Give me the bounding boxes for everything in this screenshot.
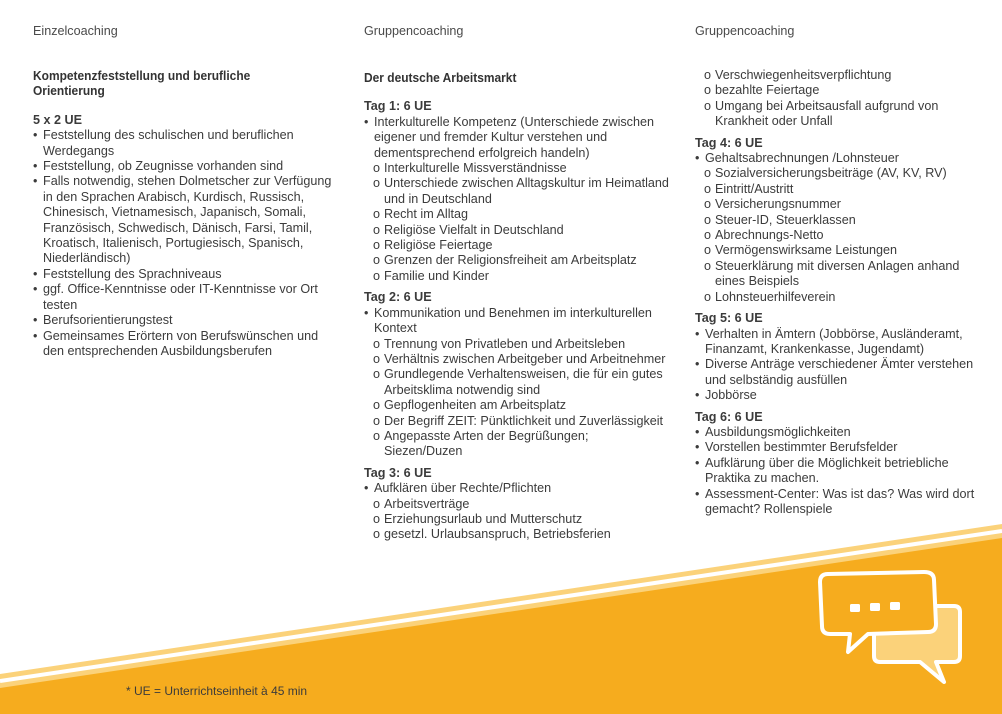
- day-label: Tag 2: 6 UE: [364, 290, 432, 305]
- list-item: • Gehaltsabrechnungen /Lohnsteuer: [695, 151, 985, 166]
- day-label: Tag 3: 6 UE: [364, 465, 432, 480]
- sub-item: o Grundlegende Verhaltensweisen, die für ein gutes Arbeitsklima notwendig sind: [364, 367, 669, 398]
- day-1-list: [364, 115, 669, 284]
- section-title: Der deutsche Arbeitsmarkt: [364, 70, 517, 85]
- sub-item: o Erziehungsurlaub und Mutterschutz: [364, 512, 669, 527]
- sub-item: o Recht im Alltag: [364, 207, 669, 222]
- list-item: • ggf. Office-Kenntnisse oder IT-Kenntnisse vor Ort testen: [33, 282, 333, 313]
- day-5-list: [695, 327, 985, 404]
- sub-item: o Lohnsteuerhilfeverein: [695, 290, 985, 305]
- list-item: • Jobbörse: [695, 388, 985, 403]
- header-gruppencoaching-2: Gruppencoaching: [695, 24, 795, 38]
- day-label: Tag 6: 6 UE: [695, 409, 763, 424]
- sub-item: o gesetzl. Urlaubsanspruch, Betriebsferien: [364, 527, 669, 542]
- list-item: • Interkulturelle Kompetenz (Unterschiede zwischen eigener und fremder Kultur verstehen und dementsprechend erfolgreich handeln): [364, 115, 669, 161]
- list-item: • Feststellung des schulischen und beruflichen Werdegangs: [33, 128, 333, 159]
- sub-item: o bezahlte Feiertage: [695, 83, 985, 98]
- column-arbeitsmarkt: [364, 70, 669, 543]
- footnote: * UE = Unterrichtseinheit à 45 min: [126, 684, 308, 698]
- list-item: • Aufklärung über die Möglichkeit betriebliche Praktika zu machen.: [695, 456, 985, 487]
- day-2-list: [364, 306, 669, 460]
- chat-bubbles-icon: [812, 566, 972, 688]
- competence-list: [33, 128, 333, 359]
- day-6-list: [695, 425, 985, 517]
- list-item: • Gemeinsames Erörtern von Berufswünschen und den entsprechenden Ausbildungsberufen: [33, 329, 333, 360]
- sub-item: o Steuer-ID, Steuerklassen: [695, 213, 985, 228]
- sub-item: o Versicherungsnummer: [695, 197, 985, 212]
- sub-item: o Sozialversicherungsbeiträge (AV, KV, RV): [695, 166, 985, 181]
- sub-item: o Eintritt/Austritt: [695, 182, 985, 197]
- list-item: • Aufklären über Rechte/Pflichten: [364, 481, 669, 496]
- sub-item: o Gepflogenheiten am Arbeitsplatz: [364, 398, 669, 413]
- day-label: Tag 1: 6 UE: [364, 99, 432, 114]
- sub-item: o Angepasste Arten der Begrüßungen; Siezen/Duzen: [364, 429, 669, 460]
- day-4-list: [695, 151, 985, 305]
- sub-item: o Vermögenswirksame Leistungen: [695, 243, 985, 258]
- list-item: • Falls notwendig, stehen Dolmetscher zur Verfügung in den Sprachen Arabisch, Kurdisch, Russisch, Chinesisch, Vietnamesisch, Japanisch, Somali, Französisch, Schwedisch, Dänisch, Farsi, Tamil, Kroatisch, Italienisch, Portugiesisch, Spanisch, Niederländisch): [33, 174, 333, 266]
- list-item: • Vorstellen bestimmter Berufsfelder: [695, 440, 985, 455]
- sub-item: o Arbeitsverträge: [364, 497, 669, 512]
- sub-item: o Verhältnis zwischen Arbeitgeber und Arbeitnehmer: [364, 352, 669, 367]
- sub-item: o Religiöse Vielfalt in Deutschland: [364, 223, 669, 238]
- sub-item: o Umgang bei Arbeitsausfall aufgrund von Krankheit oder Unfall: [695, 99, 985, 130]
- day-label: Tag 4: 6 UE: [695, 135, 763, 150]
- sub-item: o Unterschiede zwischen Alltagskultur im Heimatland und in Deutschland: [364, 176, 669, 207]
- list-item: • Feststellung, ob Zeugnisse vorhanden sind: [33, 159, 333, 174]
- sub-item: o Trennung von Privatleben und Arbeitsleben: [364, 337, 669, 352]
- units-label: 5 x 2 UE: [33, 112, 83, 127]
- list-item: • Assessment-Center: Was ist das? Was wird dort gemacht? Rollenspiele: [695, 487, 985, 518]
- sub-item: o Abrechnungs-Netto: [695, 228, 985, 243]
- sub-item: o Verschwiegenheitsverpflichtung: [695, 68, 985, 83]
- header-gruppencoaching-1: Gruppencoaching: [364, 24, 464, 38]
- list-item: • Berufsorientierungstest: [33, 313, 333, 328]
- header-einzelcoaching: Einzelcoaching: [33, 24, 118, 38]
- day-label: Tag 5: 6 UE: [695, 311, 763, 326]
- list-item: • Diverse Anträge verschiedener Ämter verstehen und selbständig ausfüllen: [695, 357, 985, 388]
- list-item: • Feststellung des Sprachniveaus: [33, 267, 333, 282]
- sub-item: o Familie und Kinder: [364, 269, 669, 284]
- list-item: • Ausbildungsmöglichkeiten: [695, 425, 985, 440]
- sub-item: o Steuerklärung mit diversen Anlagen anhand eines Beispiels: [695, 259, 985, 290]
- section-title: Kompetenzfeststellung und berufliche Orientierung: [33, 68, 251, 99]
- list-item: • Kommunikation und Benehmen im interkulturellen Kontext: [364, 306, 669, 337]
- list-item: • Verhalten in Ämtern (Jobbörse, Ausländeramt, Finanzamt, Krankenkasse, Jugendamt): [695, 327, 985, 358]
- column-einzelcoaching: [33, 68, 333, 359]
- day-3-continued-list: [695, 68, 985, 130]
- column-gruppencoaching-cont: [695, 68, 985, 517]
- sub-item: o Religiöse Feiertage: [364, 238, 669, 253]
- sub-item: o Grenzen der Religionsfreiheit am Arbeitsplatz: [364, 253, 669, 268]
- sub-item: o Der Begriff ZEIT: Pünktlichkeit und Zuverlässigkeit: [364, 414, 669, 429]
- sub-item: o Interkulturelle Missverständnisse: [364, 161, 669, 176]
- day-3-list: [364, 481, 669, 543]
